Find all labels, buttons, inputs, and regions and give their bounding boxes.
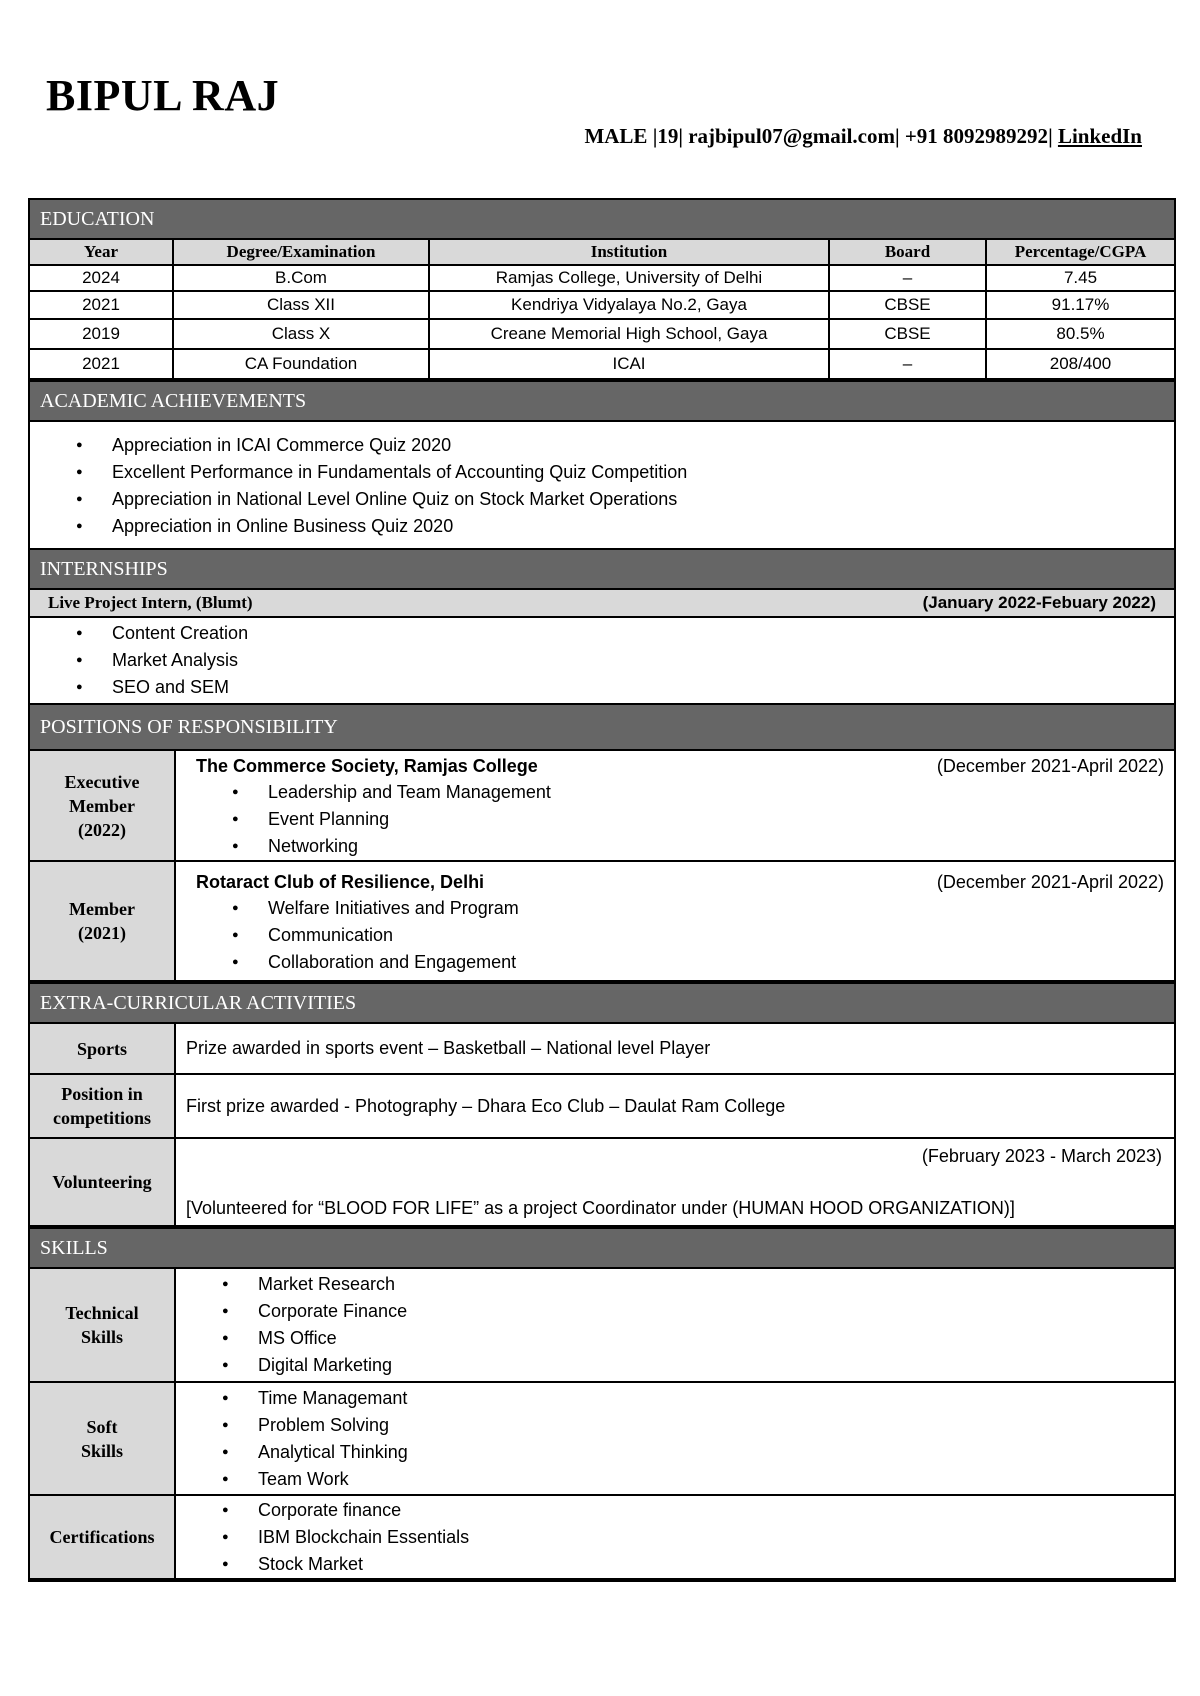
internship-details <box>30 618 1174 705</box>
achievements-list <box>30 422 1174 550</box>
table-cell: CBSE <box>829 319 986 349</box>
table-cell: 208/400 <box>986 349 1174 379</box>
list-item: ● Appreciation in National Level Online Quiz on Stock Market Operations <box>112 486 1174 513</box>
list-item: ● Corporate Finance <box>258 1298 1174 1325</box>
list-item: ● Content Creation <box>112 620 1174 647</box>
skill-group-label <box>30 1269 175 1382</box>
table-row <box>30 319 1174 349</box>
table-row <box>30 1269 1174 1382</box>
list-item: ● Digital Marketing <box>258 1352 1174 1379</box>
table-row <box>30 291 1174 319</box>
list-item: ● Market Analysis <box>112 647 1174 674</box>
list-item: ● Appreciation in ICAI Commerce Quiz 2020 <box>112 432 1174 459</box>
email[interactable]: rajbipul07@gmail.com <box>688 124 895 148</box>
table-cell: Class XII <box>173 291 429 319</box>
list-item: ● Communication <box>268 922 1164 949</box>
table-cell: 2024 <box>30 265 173 291</box>
label-line: Skills <box>80 1327 124 1347</box>
table-row <box>30 265 1174 291</box>
separator: | <box>1048 124 1053 148</box>
section-positions-heading: POSITIONS OF RESPONSIBILITY <box>30 705 1174 751</box>
extracurricular-table <box>30 1024 1174 1227</box>
section-skills-heading: SKILLS <box>30 1227 1174 1269</box>
table-cell: Creane Memorial High School, Gaya <box>429 319 829 349</box>
list-item: ● SEO and SEM <box>112 674 1174 701</box>
skill-group-items <box>175 1382 1174 1495</box>
table-cell: 80.5% <box>986 319 1174 349</box>
list-item: ● Collaboration and Engagement <box>268 949 1164 976</box>
org-line <box>186 753 1164 779</box>
contact-line <box>584 124 1142 149</box>
activity-label <box>30 1074 175 1138</box>
activity-label: Volunteering <box>30 1138 175 1226</box>
list-item: ● Corporate finance <box>258 1497 1174 1524</box>
skill-group-items <box>175 1269 1174 1382</box>
separator: | <box>894 124 900 148</box>
table-row <box>30 1024 1174 1074</box>
list-item: ● Excellent Performance in Fundamentals of Accounting Quiz Competition <box>112 459 1174 486</box>
section-education-heading: EDUCATION <box>30 200 1174 240</box>
list-item: ● MS Office <box>258 1325 1174 1352</box>
column-header: Institution <box>429 240 829 265</box>
position-label <box>30 861 175 981</box>
internship-role: Live Project Intern, (Blumt) <box>48 593 253 612</box>
position-period: (December 2021-April 2022) <box>936 871 1164 892</box>
column-header: Board <box>829 240 986 265</box>
table-cell: 2019 <box>30 319 173 349</box>
internship-period: (January 2022-Febuary 2022) <box>922 593 1156 612</box>
list-item: ● Analytical Thinking <box>258 1439 1174 1466</box>
table-cell: 91.17% <box>986 291 1174 319</box>
gender: MALE <box>584 124 648 148</box>
table-cell: Ramjas College, University of Delhi <box>429 265 829 291</box>
org-name: The Commerce Society, Ramjas College <box>196 756 538 776</box>
table-row <box>30 1138 1174 1226</box>
list-item: ● Event Planning <box>268 806 1164 833</box>
table-row <box>30 1382 1174 1495</box>
position-period: (December 2021-April 2022) <box>936 756 1164 776</box>
volunteering-period: (February 2023 - March 2023) <box>921 1146 1162 1166</box>
org-name: Rotaract Club of Resilience, Delhi <box>196 871 485 892</box>
activity-label: Sports <box>30 1024 175 1074</box>
internship-title-bar <box>30 590 1174 618</box>
column-header: Percentage/CGPA <box>986 240 1174 265</box>
section-internships-heading: INTERNSHIPS <box>30 550 1174 590</box>
table-row <box>30 751 1174 861</box>
list-item: ● IBM Blockchain Essentials <box>258 1524 1174 1551</box>
section-extracurricular-heading: EXTRA-CURRICULAR ACTIVITIES <box>30 982 1174 1024</box>
list-item: ● Networking <box>268 833 1164 860</box>
table-cell: Kendriya Vidyalaya No.2, Gaya <box>429 291 829 319</box>
position-details <box>175 751 1174 861</box>
label-line: (2021) <box>78 923 126 943</box>
label-line: Executive <box>64 771 140 792</box>
label-line: Member <box>69 795 135 816</box>
table-cell: – <box>829 265 986 291</box>
label-line: Soft <box>86 1416 118 1437</box>
positions-table <box>30 751 1174 982</box>
table-cell: CBSE <box>829 291 986 319</box>
column-header: Year <box>30 240 173 265</box>
org-line <box>186 869 1164 895</box>
list-item: ● Market Research <box>258 1271 1174 1298</box>
column-header: Degree/Examination <box>173 240 429 265</box>
table-cell: 2021 <box>30 291 173 319</box>
education-table <box>30 240 1174 380</box>
list-item: ● Time Managemant <box>258 1385 1174 1412</box>
table-cell: 7.45 <box>986 265 1174 291</box>
skill-group-items <box>175 1495 1174 1579</box>
candidate-name: BIPUL RAJ <box>46 71 280 120</box>
skill-group-label <box>30 1382 175 1495</box>
linkedin-link[interactable]: LinkedIn <box>1057 124 1142 148</box>
separator: | <box>678 124 683 148</box>
list-item: ● Stock Market <box>258 1551 1174 1578</box>
position-label <box>30 751 175 861</box>
table-cell: 2021 <box>30 349 173 379</box>
activity-text: First prize awarded - Photography – Dhara Eco Club – Daulat Ram College <box>175 1074 1174 1138</box>
label-line: Member <box>69 899 135 919</box>
skill-group-label: Certifications <box>30 1495 175 1579</box>
section-achievements-heading: ACADEMIC ACHIEVEMENTS <box>30 380 1174 422</box>
volunteering-text: [Volunteered for “BLOOD FOR LIFE” as a project Coordinator under (HUMAN HOOD ORGANIZATION)] <box>186 1198 1015 1218</box>
table-cell: B.Com <box>173 265 429 291</box>
label-line: Technical <box>65 1303 139 1323</box>
table-header-row <box>30 240 1174 265</box>
list-item: ● Team Work <box>258 1466 1174 1493</box>
table-row <box>30 1495 1174 1579</box>
table-cell: – <box>829 349 986 379</box>
phone: +91 8092989292 <box>904 124 1049 148</box>
label-line: (2022) <box>78 819 126 840</box>
table-cell: CA Foundation <box>173 349 429 379</box>
skills-table <box>30 1269 1174 1580</box>
list-item: ● Appreciation in Online Business Quiz 2020 <box>112 513 1174 540</box>
label-line: Position in <box>61 1084 143 1104</box>
table-row <box>30 861 1174 981</box>
activity-text: Prize awarded in sports event – Basketball – National level Player <box>175 1024 1174 1074</box>
table-cell: Class X <box>173 319 429 349</box>
table-row <box>30 1074 1174 1138</box>
table-cell: ICAI <box>429 349 829 379</box>
separator: | <box>652 124 658 148</box>
resume-body <box>28 198 1176 1582</box>
position-details <box>175 861 1174 981</box>
age: 19 <box>657 124 679 148</box>
table-row <box>30 349 1174 379</box>
list-item: ● Welfare Initiatives and Program <box>268 895 1164 922</box>
list-item: ● Problem Solving <box>258 1412 1174 1439</box>
label-line: competitions <box>53 1108 151 1128</box>
list-item: ● Leadership and Team Management <box>268 779 1164 806</box>
activity-text <box>175 1138 1174 1226</box>
label-line: Skills <box>80 1440 124 1461</box>
